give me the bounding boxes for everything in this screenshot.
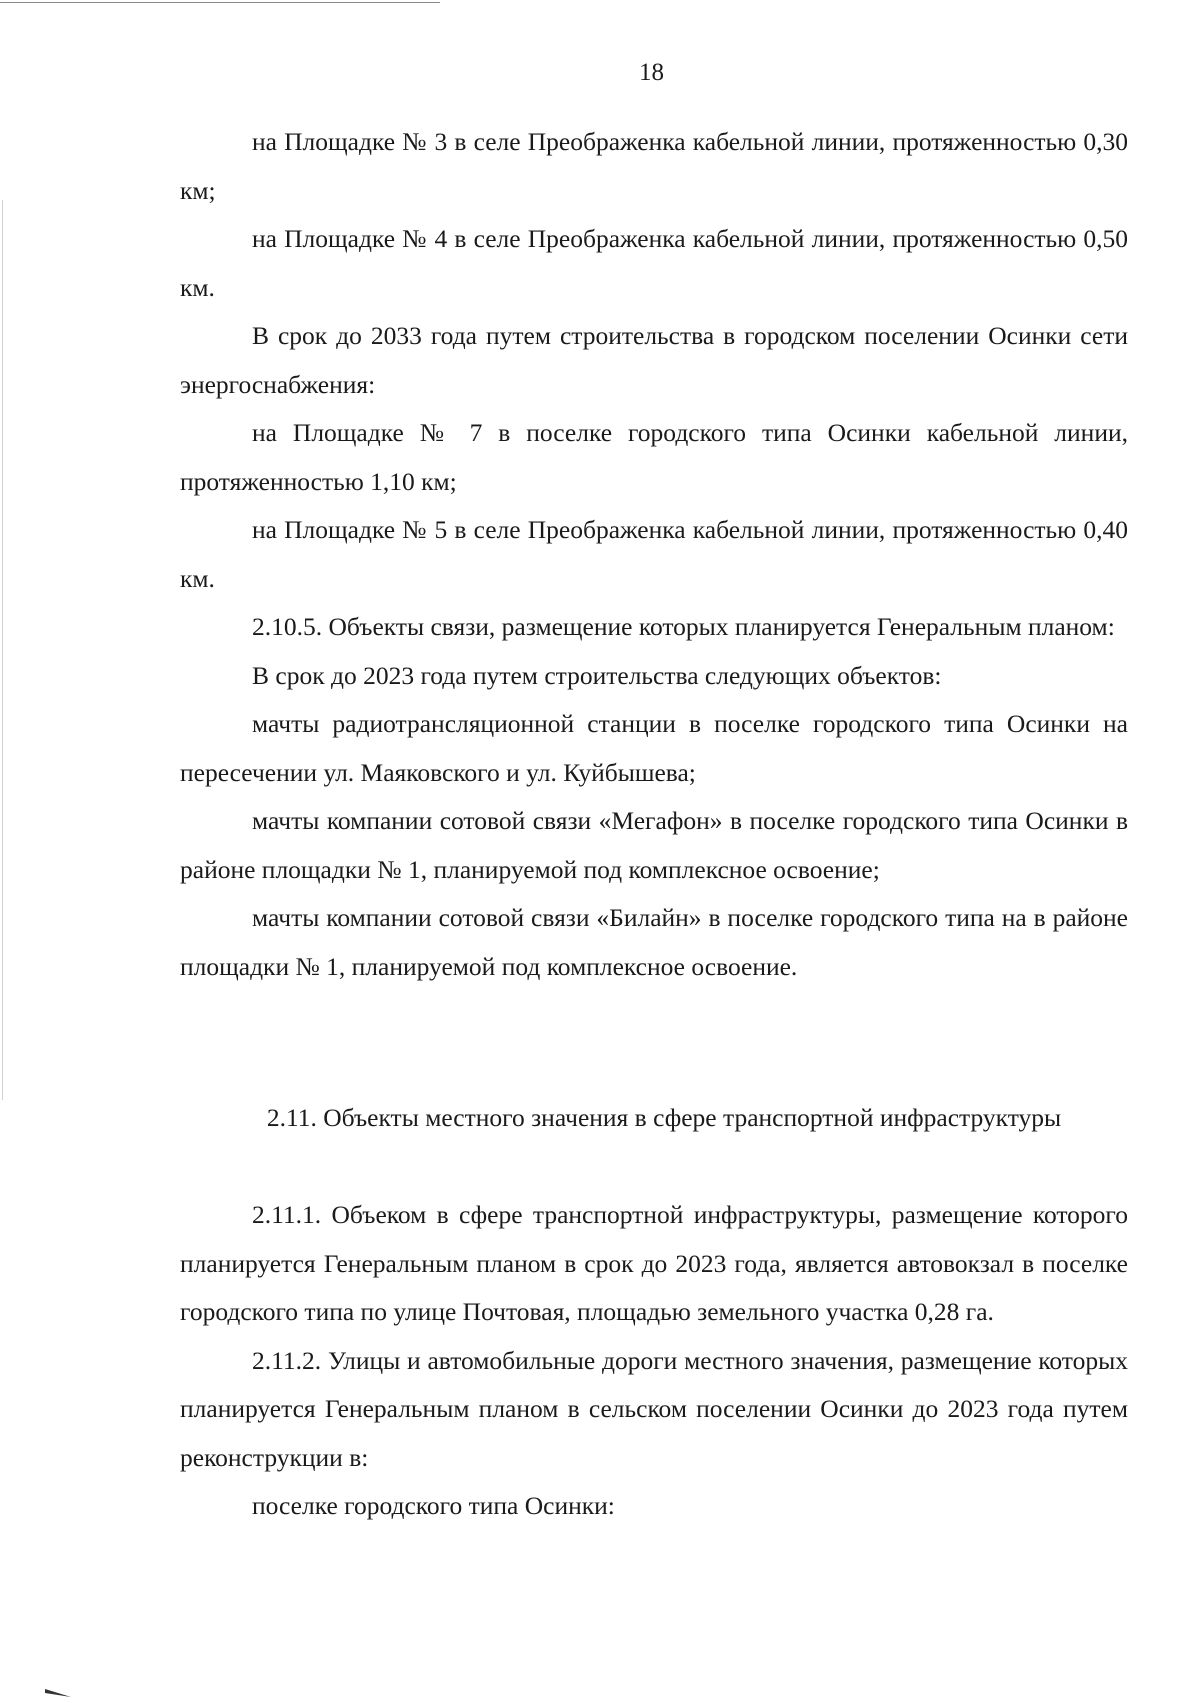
section-heading: 2.11. Объекты местного значения в сфере транспортной инфраструктуры bbox=[266, 1103, 1062, 1132]
paragraph: В срок до 2033 года путем строительства в городском поселении Осинки сети энергоснабжения: bbox=[180, 321, 1128, 399]
page-number: 18 bbox=[639, 59, 664, 86]
paragraph: 2.11.1. Объеком в сфере транспортной инфраструктуры, размещение которого планируется Генеральным планом в срок до 2023 года, является автовокзал в поселке городского типа по улице Почтовая, площадью земельного участка 0,28 га. bbox=[180, 1200, 1128, 1326]
paragraph: на Площадке № 7 в поселке городского типа Осинки кабельной линии, протяженностью 1,10 км; bbox=[180, 418, 1128, 496]
paragraph: на Площадке № 3 в селе Преображенка кабельной линии, протяженностью 0,30 км; bbox=[180, 127, 1128, 205]
paragraph: поселке городского типа Осинки: bbox=[252, 1491, 615, 1520]
paragraph: 2.11.2. Улицы и автомобильные дороги местного значения, размещение которых планируется Генеральным планом в сельском поселении Осинки до 2023 года путем реконструкции в: bbox=[180, 1345, 1128, 1472]
paragraph: 2.10.5. Объекты связи, размещение которых планируется Генеральным планом: bbox=[252, 612, 1115, 641]
scan-edge-line bbox=[0, 2, 440, 3]
body-text-block-2 bbox=[180, 1191, 1128, 1531]
paragraph: на Площадке № 4 в селе Преображенка кабельной линии, протяженностью 0,50 км. bbox=[180, 224, 1128, 302]
paragraph: мачты компании сотовой связи «Билайн» в поселке городского типа на в районе площадки № 1, планируемой под комплексное освоение. bbox=[180, 903, 1128, 981]
paragraph: мачты радиотрансляционной станции в поселке городского типа Осинки на пересечении ул. Маяковского и ул. Куйбышева; bbox=[180, 709, 1128, 787]
body-text-block-1 bbox=[180, 118, 1128, 991]
paragraph: мачты компании сотовой связи «Мегафон» в поселке городского типа Осинки в районе площадки № 1, планируемой под комплексное освоение; bbox=[180, 806, 1128, 884]
paragraph: В срок до 2023 года путем строительства следующих объектов: bbox=[252, 660, 942, 690]
scan-mark-icon bbox=[45, 1688, 71, 1698]
paragraph: на Площадке № 5 в селе Преображенка кабельной линии, протяженностью 0,40 км. bbox=[180, 515, 1128, 593]
scan-edge-line bbox=[2, 200, 3, 1100]
